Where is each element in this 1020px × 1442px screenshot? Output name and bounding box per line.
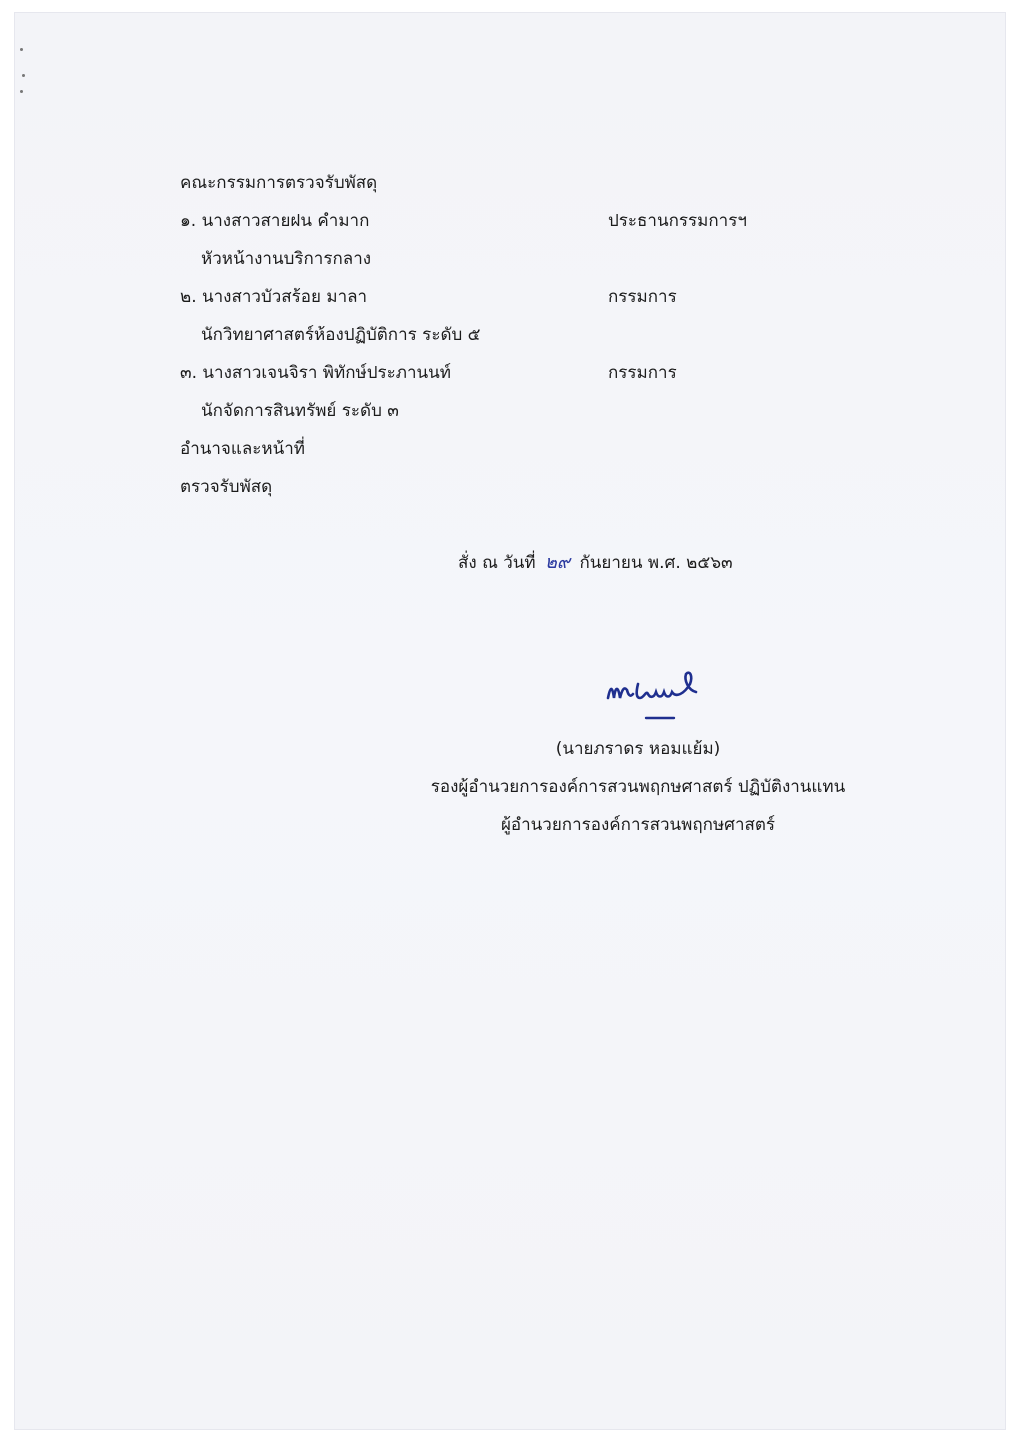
member-position: นักจัดการสินทรัพย์ ระดับ ๓ (201, 401, 399, 421)
member-role: กรรมการ (608, 363, 677, 383)
order-date-prefix: สั่ง ณ วันที่ (458, 553, 536, 573)
member-name: ๒. นางสาวบัวสร้อย มาลา (180, 287, 368, 307)
scan-speck (20, 90, 23, 93)
handwritten-signature (600, 654, 710, 724)
signatory-name: (นายภราดร หอมแย้ม) (555, 739, 721, 759)
signatory-title-line1: รองผู้อำนวยการองค์การสวนพฤกษศาสตร์ ปฏิบัติงานแทน (430, 777, 846, 797)
duty-text: ตรวจรับพัสดุ (180, 477, 273, 497)
order-date (458, 552, 733, 574)
member-role: ประธานกรรมการฯ (608, 211, 747, 231)
order-date-month-year: กันยายน พ.ศ. ๒๕๖๓ (579, 553, 733, 573)
member-role: กรรมการ (608, 287, 677, 307)
member-name: ๑. นางสาวสายฝน คำมาก (180, 211, 370, 231)
member-name: ๓. นางสาวเจนจิรา พิทักษ์ประภานนท์ (180, 363, 451, 383)
duty-heading: อำนาจและหน้าที่ (180, 439, 305, 459)
committee-heading: คณะกรรมการตรวจรับพัสดุ (180, 173, 378, 193)
member-position: หัวหน้างานบริการกลาง (201, 249, 372, 269)
order-date-day: ๒๙ (545, 552, 571, 573)
member-position: นักวิทยาศาสตร์ห้องปฏิบัติการ ระดับ ๕ (201, 325, 481, 345)
signatory-title-line2: ผู้อำนวยการองค์การสวนพฤกษศาสตร์ (500, 815, 776, 835)
scan-speck (22, 74, 25, 77)
scan-speck (20, 48, 23, 51)
document-page (14, 12, 1006, 1430)
